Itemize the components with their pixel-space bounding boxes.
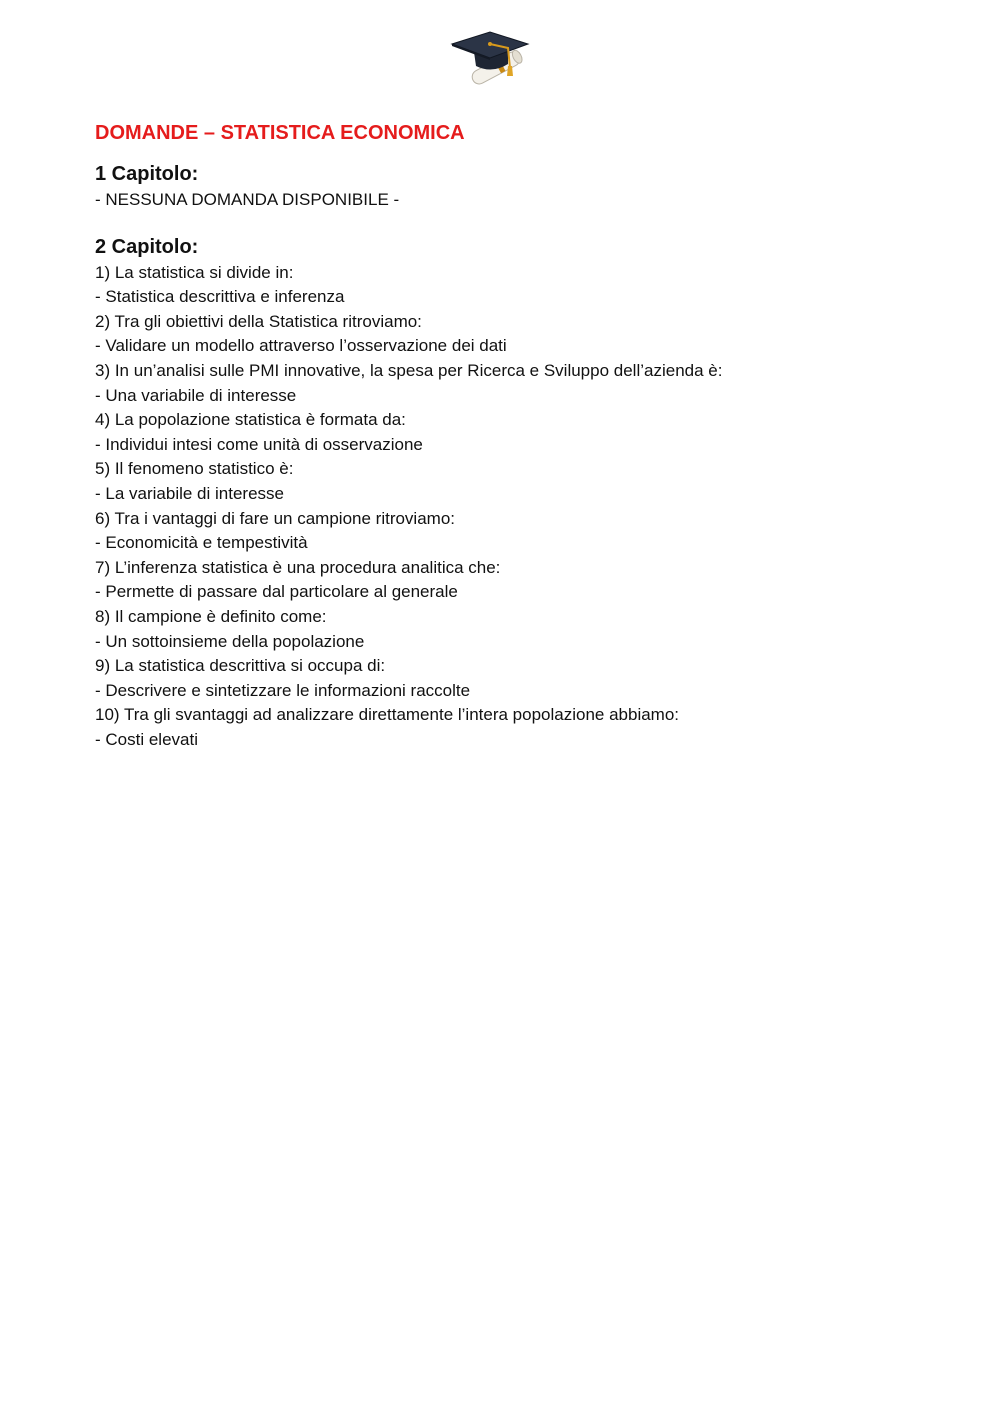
chapter-heading: 1 Capitolo: bbox=[95, 163, 199, 185]
answer-line: - Descrivere e sintetizzare le informazioni raccolte bbox=[95, 680, 471, 700]
question-line: 5) Il fenomeno statistico è: bbox=[95, 459, 294, 479]
answer-line: - Costi elevati bbox=[95, 729, 198, 749]
question-line: 4) La popolazione statistica è formata da: bbox=[95, 410, 406, 430]
document-content bbox=[95, 118, 915, 772]
answer-line: - Statistica descrittiva e inferenza bbox=[95, 287, 345, 307]
question-line: 2) Tra gli obiettivi della Statistica ritroviamo: bbox=[95, 311, 422, 331]
answer-line: - Validare un modello attraverso l’osservazione dei dati bbox=[95, 336, 507, 356]
answer-line: - Un sottoinsieme della popolazione bbox=[95, 631, 365, 651]
answer-line: - Economicità e tempestività bbox=[95, 533, 308, 553]
question-line: 6) Tra i vantaggi di fare un campione ritroviamo: bbox=[95, 508, 456, 528]
chapters-list bbox=[95, 160, 915, 752]
chapter-section bbox=[95, 160, 915, 213]
answer-line: - NESSUNA DOMANDA DISPONIBILE - bbox=[95, 190, 400, 209]
question-line: 3) In un’analisi sulle PMI innovative, la spesa per Ricerca e Sviluppo dell’azienda è: bbox=[95, 360, 723, 380]
chapter-section bbox=[95, 233, 915, 753]
question-line: 9) La statistica descrittiva si occupa di: bbox=[95, 656, 386, 676]
question-line: 1) La statistica si divide in: bbox=[95, 262, 294, 282]
question-line: 7) L’inferenza statistica è una procedura analitica che: bbox=[95, 557, 501, 577]
chapter-heading: 2 Capitolo: bbox=[95, 235, 199, 258]
document-title: DOMANDE – STATISTICA ECONOMICA bbox=[95, 122, 465, 144]
answer-line: - Una variabile di interesse bbox=[95, 385, 297, 405]
question-line: 10) Tra gli svantaggi ad analizzare direttamente l’intera popolazione abbiamo: bbox=[95, 705, 680, 725]
graduation-cap-diploma-icon bbox=[448, 28, 532, 88]
answer-line: - Individui intesi come unità di osservazione bbox=[95, 434, 423, 454]
question-line: 8) Il campione è definito come: bbox=[95, 606, 327, 626]
answer-line: - La variabile di interesse bbox=[95, 483, 284, 503]
answer-line: - Permette di passare dal particolare al generale bbox=[95, 582, 458, 602]
